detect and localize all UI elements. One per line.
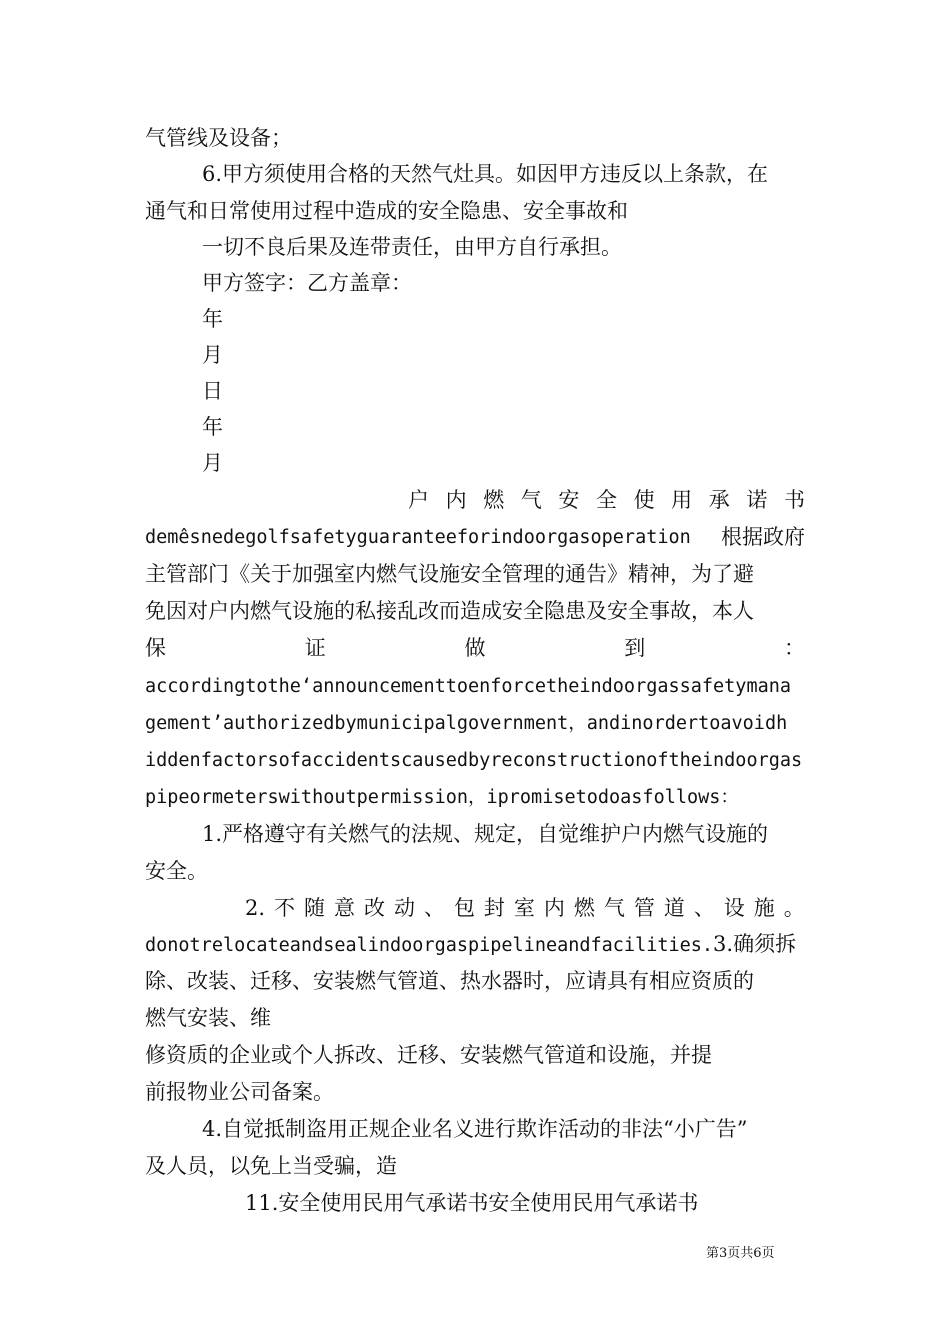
text-line: 气管线及设备； [145,126,292,150]
text-line: 6.甲方须使用合格的天然气灶具。如因甲方违反以上条款，在 [202,162,769,186]
text-line: 免因对户内燃气设施的私接乱改而造成安全隐患及安全事故，本人 [145,599,754,623]
date-year: 年 [202,415,223,439]
guarantee-line: 保 证 做 到 ： [145,636,805,660]
signature-line: 甲方签字：乙方盖章： [202,271,412,295]
item-4-cont: 及人员，以免上当受骗，造 [145,1154,397,1178]
item-4: 4.自觉抵制盗用正规企业名义进行欺诈活动的非法“小广告” [202,1117,748,1141]
section-heading: 11.安全使用民用气承诺书安全使用民用气承诺书 [245,1191,699,1215]
english-line: accordingtothe‘announcementtoenforcetheindoorgassafetymana [145,676,792,697]
item-1-cont: 安全。 [145,859,208,883]
item-1: 1.严格遵守有关燃气的法规、规定，自觉维护户内燃气设施的 [202,822,769,846]
english-line: iddenfactorsofaccidentscausedbyreconstructionoftheindoorgas [145,750,803,771]
page-number: 第3页共6页 [706,1246,775,1261]
item-3-cont: 燃气安装、维 [145,1006,271,1030]
item-2: 2. 不 随 意 改 动 、 包 封 室 内 燃 气 管 道 、 设 施 。 [245,896,805,920]
item-3-cont: 前报物业公司备案。 [145,1080,334,1104]
document-title: 户 内 燃 气 安 全 使 用 承 诺 书 [408,488,805,512]
english-title-line: demêsnedegolfsafetyguaranteeforindoorgasoperation 根据政府 [145,525,805,549]
text-line: 通气和日常使用过程中造成的安全隐患、安全事故和 [145,199,628,223]
english-line: gement’authorizedbymunicipalgovernment，andinordertoavoidh [145,713,788,734]
text-line: 一切不良后果及连带责任，由甲方自行承担。 [202,235,622,259]
english-line: pipeormeterswithoutpermission，ipromisetodoasfollows： [145,787,739,808]
item-3: 除、改装、迁移、安装燃气管道、热水器时，应请具有相应资质的 [145,969,754,993]
date-year: 年 [202,307,223,331]
item-2-english: donotrelocateandsealindoorgaspipelineandfacilities.3.确须拆 [145,932,797,956]
date-month: 月 [202,343,223,367]
item-3-cont: 修资质的企业或个人拆改、迁移、安装燃气管道和设施，并提 [145,1043,712,1067]
date-day: 日 [202,379,223,403]
date-month: 月 [202,451,223,475]
text-line: 主管部门《关于加强室内燃气设施安全管理的通告》精神，为了避 [145,562,754,586]
